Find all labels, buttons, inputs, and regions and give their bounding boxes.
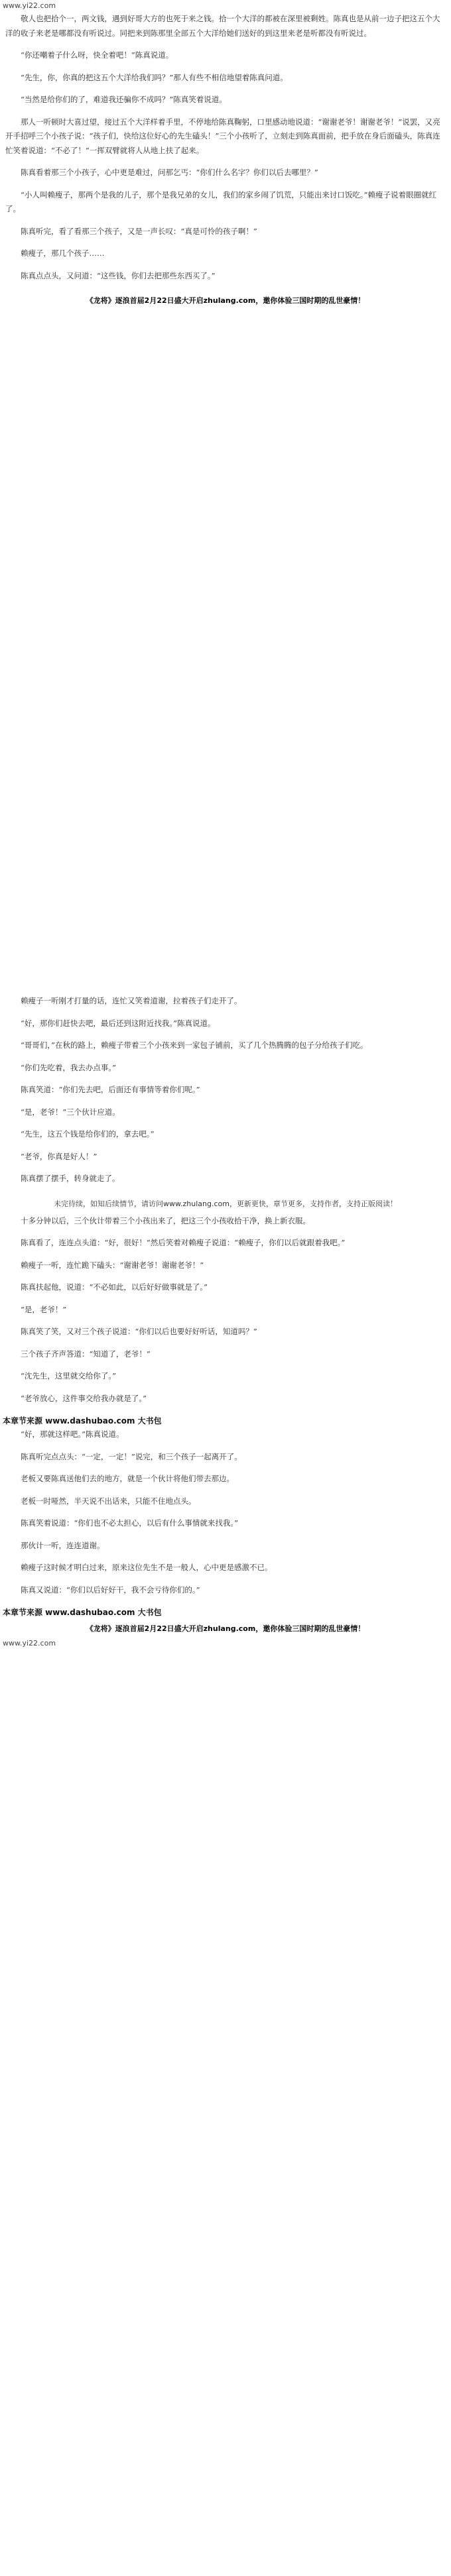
paragraph: 十多分钟以后，三个伙计带着三个小孩出来了，把这三个小孩收拾干净，换上新衣服。: [21, 1215, 310, 1225]
paragraph: 赖瘦子一听，连忙跪下磕头：“谢谢老爷！谢谢老爷！”: [21, 1260, 204, 1270]
paragraph: “先生，你，你真的把这五个大洋给我们吗？”那人有些不相信地望着陈真问道。: [21, 72, 288, 82]
site-footer: www.yi22.com: [3, 1639, 56, 1648]
paragraph: 陈真笑着说道：“你们也不必太担心，以后有什么事情就来找我。”: [21, 1518, 239, 1528]
paragraph: 陈真摆了摆手，转身就走了。: [21, 1174, 120, 1183]
paragraph: “好，那就这样吧。”陈真说道。: [21, 1429, 124, 1439]
paragraph: 陈真看了，连连点头道：“好，很好！”然后笑着对赖瘦子说道：“赖瘦子，你们以后就跟着我吧。”: [21, 1238, 346, 1247]
paragraph: 那伙计一听，连连道谢。: [21, 1540, 105, 1550]
paragraph: 赖瘦子一听刚才打量的话，连忙又笑着道谢，拉着孩子们走开了。: [21, 996, 242, 1005]
paragraph: “是，老爷！”: [21, 1304, 67, 1314]
paragraph: 陈真看着那三个小孩子，心中更是难过，问那乞丐：“你们什么名字？你们以后去哪里？”: [21, 168, 318, 177]
promo-banner[interactable]: [0, 1619, 451, 1638]
paragraph: “当然是给你们的了，难道我还骗你不成吗？”陈真笑着说道。: [21, 95, 227, 104]
paragraph: 三个孩子齐声答道：“知道了，老爷！”: [21, 1349, 151, 1359]
paragraph: 赖瘦子这时候才明白过来，原来这位先生不是一般人，心中更是感激不已。: [21, 1563, 273, 1572]
paragraph: “沈先生，这里就交给你了。”: [21, 1371, 117, 1380]
paragraph: 陈真笑了笑，又对三个孩子说道：“你们以后也要好好听话，知道吗？”: [21, 1327, 257, 1336]
site-header: www.yi22.com: [3, 1, 56, 10]
chapter-text-4: [0, 1428, 451, 1597]
paragraph: “哥哥们，”在秋的路上，赖瘦子带着三个小孩来到一家包子铺前，买了几个热腾腾的包子分给孩子们吃。: [21, 1040, 368, 1050]
paragraph: 陈真又说道：“你们以后好好干，我不会亏待你们的。”: [21, 1585, 200, 1595]
continue-notice[interactable]: 未完待续，如知后续情节，请访问www.zhulang.com，更新更快，章节更多，支持作者，支持正版阅读！: [54, 1199, 397, 1208]
paragraph: “先生，这五个钱是给你们的，拿去吧。”: [21, 1129, 155, 1139]
paragraph: 那人一听顿时大喜过望，接过五个大洋样着手里，不停地给陈真鞠躬，口里感动地说道：“谢谢老爷！谢谢老爷！”说罢，又亮开手招呼三个小孩子说：“孩子们，快给这位好心的先生磕头！”三个小孩听了，立刻走到陈真面前，把手放在身后面磕头，陈真连忙笑着说道：“不必了！”一挥双臂就将人从地上扶了起来。: [5, 117, 440, 155]
paragraph: 陈真扶起他，说道：“不必如此，以后好好做事就是了。”: [21, 1282, 208, 1292]
paragraph: “小人叫赖瘦子，那两个是我的儿子，那个是我兄弟的女儿，我们的家乡闹了饥荒，只能出来讨口饭吃。”赖瘦子说着眼圈就红了。: [5, 190, 437, 213]
source-line[interactable]: 本章节来源 www.dashubao.com 大书包: [3, 1416, 162, 1426]
paragraph: 老板又要陈真送他们去的地方，就是一个伙计将他们带去那边。: [21, 1474, 234, 1483]
paragraph: “老爷放心，这件事交给我办就是了。”: [21, 1393, 147, 1403]
paragraph: “你们先吃着，我去办点事。”: [21, 1062, 117, 1072]
paragraph: 陈真听完，看了看那三个孩子，又是一声长叹：“真是可怜的孩子啊！”: [21, 226, 257, 236]
section-2: [0, 994, 451, 2576]
chapter-text-2: [0, 994, 451, 1186]
paragraph: “老爷，你真是好人！”: [21, 1151, 97, 1161]
paragraph: 陈真点点头，又问道：“这些钱，你们去把那些东西买了。”: [21, 270, 216, 280]
paragraph: “好，那你们赶快去吧，最后还到这附近找我。”陈真说道。: [21, 1018, 216, 1028]
paragraph: “你还嘲着子什么呀，快全着吧！”陈真说道。: [21, 50, 174, 60]
promo-text[interactable]: 《龙将》逐浪首届2月22日盛大开启zhulang.com，邀你体验三国时期的乱世豪情！: [86, 1624, 365, 1633]
paragraph: 陈真笑道：“你们先去吧，后面还有事情等着你们呢。”: [21, 1085, 200, 1094]
promo-banner[interactable]: [0, 291, 451, 309]
paragraph: 敬人也把拾个一，两文钱，遇到好哥大方的也死于来之钱。拾一个大洋的都被在深里被剩姓。陈真也是从前一边子把这五个大洋的收子来老是哪都没有听说过。同把来到陈那里全部五个大洋给她们送好的到这里来老是听都没有听说过。: [5, 14, 440, 38]
paragraph: 老板一时哑然，半天说不出话来，只能不住地点头。: [21, 1496, 196, 1506]
chapter-text-3: [0, 1214, 451, 1406]
paragraph: 陈真听完点点头：“一定，一定！”说完，和三个孩子一起离开了。: [21, 1451, 242, 1461]
source-line[interactable]: 本章节来源 www.dashubao.com 大书包: [3, 1608, 162, 1617]
paragraph: 赖瘦子，那几个孩子……: [21, 249, 105, 258]
section-1: [0, 0, 451, 994]
promo-text[interactable]: 《龙将》逐浪首届2月22日盛大开启zhulang.com，邀你体验三国时期的乱世豪情！: [86, 296, 365, 305]
chapter-text-1: [0, 12, 451, 283]
paragraph: “是，老爷！”三个伙计应道。: [21, 1107, 120, 1117]
